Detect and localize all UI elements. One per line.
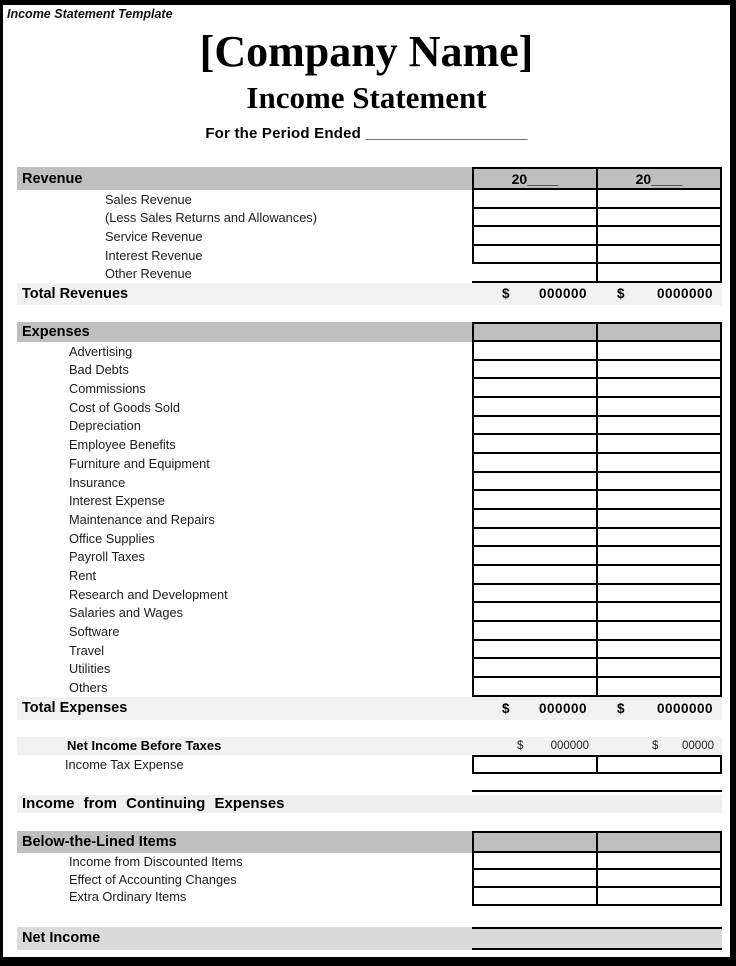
row-software (17, 622, 722, 641)
amount-cell-y2[interactable] (597, 641, 722, 660)
amount-cell-y1[interactable] (472, 622, 597, 641)
row-label: Research and Development (69, 586, 228, 602)
row-interest-revenue (17, 246, 722, 265)
row-others (17, 678, 722, 697)
subtotal-rule (17, 774, 722, 795)
header-cell-y1 (472, 322, 597, 342)
currency-symbol: $ (502, 286, 511, 302)
section-header-below-the-lined (17, 831, 722, 853)
header-cell-y2 (597, 322, 722, 342)
amount-cell-y2[interactable] (597, 585, 722, 604)
spacer (17, 813, 722, 831)
amount-cell-y1[interactable] (472, 190, 597, 209)
row-label: Advertising (69, 343, 133, 359)
row-label: Software (69, 623, 120, 639)
total-revenues-y2 (597, 283, 722, 305)
amount-cell-y2[interactable] (597, 454, 722, 473)
row-service-revenue (17, 227, 722, 246)
amount-cell-y2[interactable] (597, 209, 722, 228)
amount-cell-y1[interactable] (472, 264, 597, 283)
template-watermark: Income Statement Template (7, 7, 173, 21)
row-depreciation (17, 417, 722, 436)
amount-cell-y2[interactable] (597, 870, 722, 888)
net-income-amount-area[interactable] (472, 927, 722, 950)
below-the-lined-header-label: Below-the-Lined Items (22, 833, 177, 850)
amount-cell-y2[interactable] (597, 566, 722, 585)
row-interest-expense (17, 491, 722, 510)
total-revenues-y1 (472, 283, 597, 305)
header-cell-y2 (597, 831, 722, 853)
row-label: Office Supplies (69, 530, 155, 546)
amount-cell-y2[interactable] (597, 342, 722, 361)
rule-line (472, 774, 722, 792)
company-name-title: [Company Name] (199, 27, 534, 76)
amount-cell-y1[interactable] (472, 379, 597, 398)
revenue-header-label: Revenue (22, 170, 83, 187)
total-expenses-y1 (472, 697, 597, 720)
section-header-revenue (17, 167, 722, 190)
year-column-1-header[interactable]: 20____ (472, 167, 597, 190)
period-ended-line[interactable]: For the Period Ended ___________________ (205, 124, 528, 142)
row-extra-ordinary-items (17, 888, 722, 906)
amount-cell-y1[interactable] (472, 529, 597, 548)
amount-cell-y1[interactable] (472, 435, 597, 454)
row-utilities (17, 659, 722, 678)
amount-cell-y2[interactable] (597, 435, 722, 454)
amount-cell-y2[interactable] (597, 473, 722, 492)
amount-cell-y2[interactable] (597, 853, 722, 871)
row-furniture-and-equipment (17, 454, 722, 473)
amount-cell-y1[interactable] (472, 398, 597, 417)
currency-symbol: $ (617, 286, 626, 302)
row-label: Effect of Accounting Changes (69, 871, 237, 887)
amount-cell-y2[interactable] (597, 678, 722, 697)
row-commissions (17, 379, 722, 398)
empty-cell-y1 (472, 795, 597, 813)
row-effect-of-accounting-changes (17, 870, 722, 888)
amount-cell-y1[interactable] (472, 888, 597, 906)
amount-cell-y1[interactable] (472, 510, 597, 529)
row-insurance (17, 473, 722, 492)
net-income-label: Net Income (22, 930, 101, 947)
row-other-revenue (17, 264, 722, 283)
amount-value: 000000 (550, 739, 589, 752)
amount-cell-y1[interactable] (472, 342, 597, 361)
row-income-from-discounted-items (17, 853, 722, 871)
row-label: Payroll Taxes (69, 549, 145, 565)
expenses-header-label: Expenses (22, 323, 90, 340)
amount-cell-y2[interactable] (597, 755, 722, 774)
income-tax-expense-label: Income Tax Expense (65, 756, 184, 772)
amount-cell-y2[interactable] (597, 246, 722, 265)
amount-cell-y1[interactable] (472, 473, 597, 492)
row-label: Insurance (69, 474, 126, 490)
row-label: Employee Benefits (69, 437, 176, 453)
row-label: (Less Sales Returns and Allowances) (105, 210, 317, 226)
spacer (17, 906, 722, 927)
total-revenues-label: Total Revenues (22, 285, 129, 302)
amount-value: 000000 (538, 700, 587, 716)
row-label: Cost of Goods Sold (69, 399, 180, 415)
section-header-expenses (17, 322, 722, 342)
row-net-income-before-taxes (17, 737, 722, 755)
amount-cell-y1[interactable] (472, 491, 597, 510)
amount-cell-y2[interactable] (597, 510, 722, 529)
currency-symbol: $ (652, 739, 659, 752)
currency-symbol: $ (502, 700, 511, 716)
income-statement-table (17, 167, 722, 950)
row-office-supplies (17, 529, 722, 548)
nibt-amount-y2 (597, 737, 722, 755)
row-label: Maintenance and Repairs (69, 511, 215, 527)
row-label: Bad Debts (69, 362, 129, 378)
row-net-income (17, 927, 722, 950)
amount-cell-y2[interactable] (597, 603, 722, 622)
amount-value: 000000 (538, 286, 587, 302)
row-travel (17, 641, 722, 660)
currency-symbol: $ (517, 739, 524, 752)
row-label: Interest Expense (69, 493, 166, 509)
amount-value: 0000000 (656, 700, 713, 716)
amount-value: 0000000 (656, 286, 713, 302)
nibt-amount-y1 (472, 737, 597, 755)
row-maintenance-and-repairs (17, 510, 722, 529)
amount-cell-y2[interactable] (597, 190, 722, 209)
document-title: Income Statement (246, 79, 487, 115)
amount-cell-y1[interactable] (472, 853, 597, 871)
row-cost-of-goods-sold (17, 398, 722, 417)
amount-cell-y2[interactable] (597, 888, 722, 906)
amount-cell-y1[interactable] (472, 870, 597, 888)
spacer (17, 720, 722, 737)
amount-cell-y2[interactable] (597, 622, 722, 641)
row-income-tax-expense (17, 755, 722, 774)
amount-cell-y2[interactable] (597, 491, 722, 510)
row-label: Income from Discounted Items (69, 854, 243, 870)
amount-cell-y1[interactable] (472, 361, 597, 380)
amount-cell-y2[interactable] (597, 227, 722, 246)
amount-cell-y2[interactable] (597, 264, 722, 283)
row-total-expenses (17, 697, 722, 720)
net-income-before-taxes-label: Net Income Before Taxes (67, 738, 222, 754)
amount-cell-y1[interactable] (472, 755, 597, 774)
amount-cell-y1[interactable] (472, 227, 597, 246)
amount-cell-y1[interactable] (472, 547, 597, 566)
total-expenses-y2 (597, 697, 722, 720)
row-label: Interest Revenue (105, 247, 203, 263)
amount-cell-y1[interactable] (472, 641, 597, 660)
amount-cell-y1[interactable] (472, 678, 597, 697)
row-label: Service Revenue (105, 228, 203, 244)
year-column-2-header[interactable]: 20____ (597, 167, 722, 190)
row-label: Others (69, 679, 108, 695)
row-label: Extra Ordinary Items (69, 889, 187, 905)
row-advertising (17, 342, 722, 361)
amount-cell-y1[interactable] (472, 585, 597, 604)
row-label: Sales Revenue (105, 191, 192, 207)
row-label: Rent (69, 567, 97, 583)
row-label: Utilities (69, 661, 111, 677)
empty-cell-y2 (597, 795, 722, 813)
row-total-revenues (17, 283, 722, 305)
row-rent (17, 566, 722, 585)
spacer (17, 305, 722, 322)
total-expenses-label: Total Expenses (22, 700, 128, 717)
row-label: Depreciation (69, 418, 141, 434)
amount-cell-y2[interactable] (597, 398, 722, 417)
currency-symbol: $ (617, 700, 626, 716)
amount-cell-y2[interactable] (597, 547, 722, 566)
amount-cell-y2[interactable] (597, 529, 722, 548)
amount-cell-y2[interactable] (597, 659, 722, 678)
amount-cell-y1[interactable] (472, 246, 597, 265)
row-less-sales-returns (17, 209, 722, 228)
row-employee-benefits (17, 435, 722, 454)
amount-cell-y2[interactable] (597, 417, 722, 436)
row-salaries-and-wages (17, 603, 722, 622)
row-bad-debts (17, 361, 722, 380)
amount-cell-y2[interactable] (597, 379, 722, 398)
amount-cell-y1[interactable] (472, 659, 597, 678)
row-label: Furniture and Equipment (69, 455, 210, 471)
row-income-from-continuing (17, 795, 722, 813)
amount-cell-y1[interactable] (472, 454, 597, 473)
amount-value: 00000 (682, 739, 714, 752)
row-research-and-development (17, 585, 722, 604)
row-payroll-taxes (17, 547, 722, 566)
amount-cell-y1[interactable] (472, 603, 597, 622)
row-label: Other Revenue (105, 266, 192, 282)
amount-cell-y1[interactable] (472, 417, 597, 436)
row-label: Commissions (69, 381, 146, 397)
amount-cell-y1[interactable] (472, 209, 597, 228)
amount-cell-y1[interactable] (472, 566, 597, 585)
row-sales-revenue (17, 190, 722, 209)
amount-cell-y2[interactable] (597, 361, 722, 380)
income-from-continuing-label: Income from Continuing Expenses (22, 795, 285, 813)
row-label: Salaries and Wages (69, 605, 184, 621)
header-cell-y1 (472, 831, 597, 853)
row-label: Travel (69, 642, 105, 658)
